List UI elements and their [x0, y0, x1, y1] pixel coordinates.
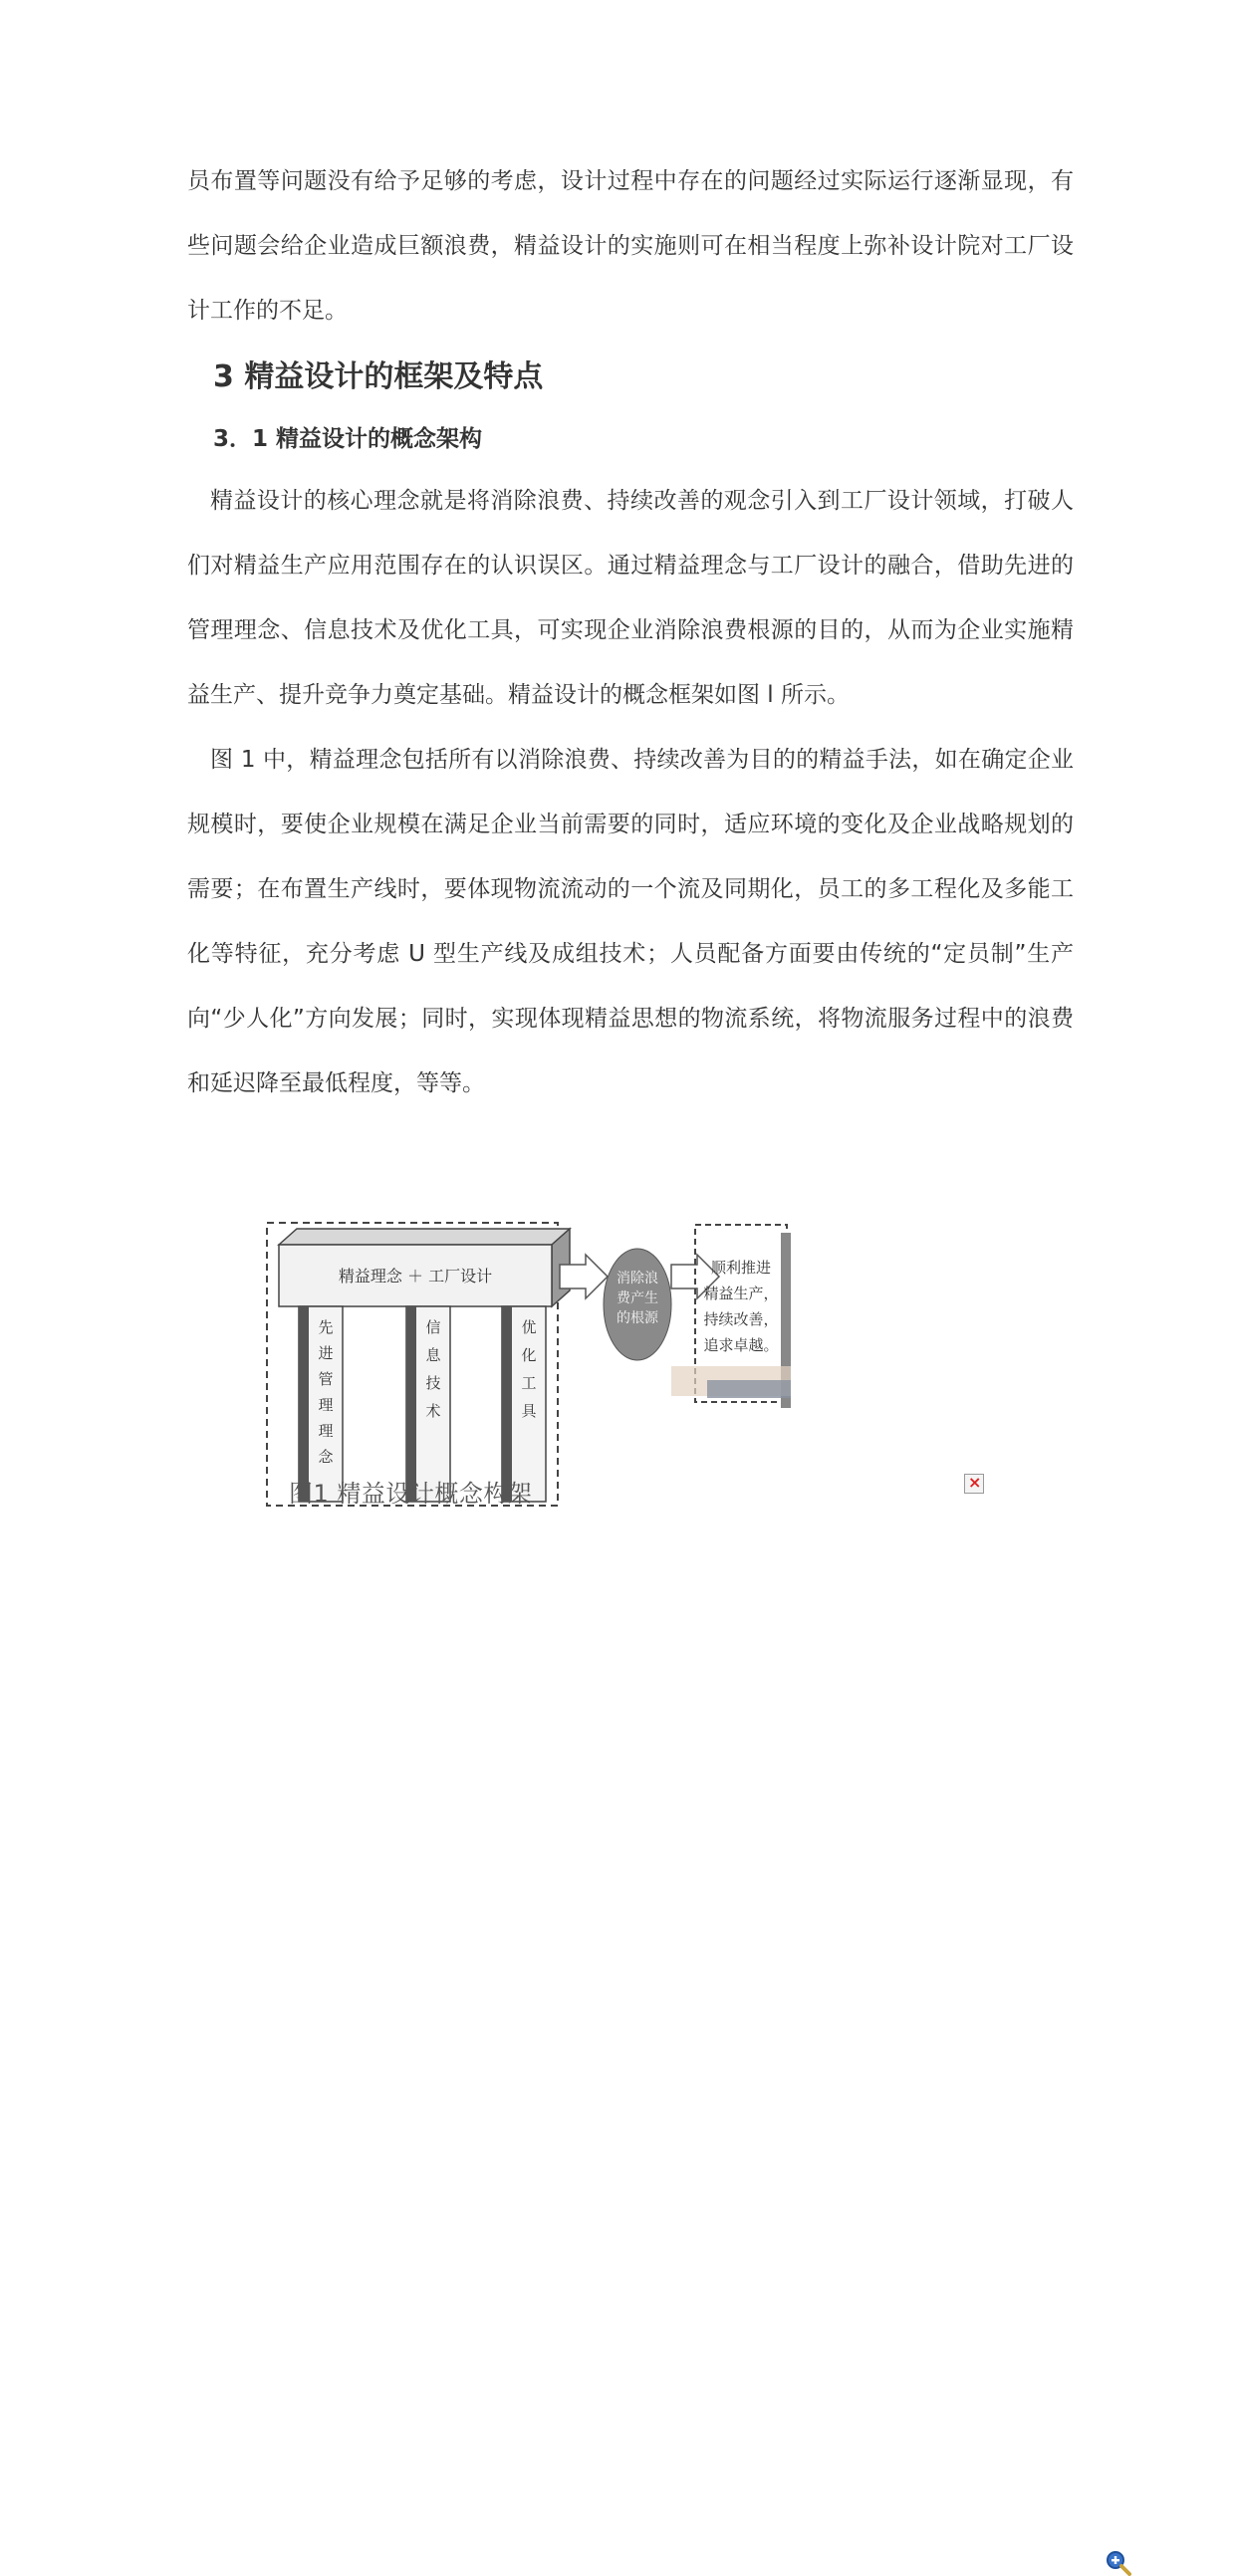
- ellipse-label: 消除浪费产生的根源: [617, 1271, 658, 1326]
- pillar-2-label: 信息技术: [425, 1318, 441, 1420]
- figure-caption: 图1 精益设计概念构架: [289, 1480, 533, 1508]
- beam-top: [279, 1229, 570, 1245]
- pillar-2: [406, 1306, 450, 1502]
- article-body: [187, 149, 1074, 1116]
- broken-image-icon[interactable]: ×: [964, 1474, 984, 1494]
- pillar-3: [502, 1306, 546, 1502]
- section-heading: 3 精益设计的框架及特点: [213, 359, 544, 394]
- paragraph-1: 精益设计的核心理念就是将消除浪费、持续改善的观念引入到工厂设计领域，打破人们对精益生产应用范围存在的认识误区。通过精益理念与工厂设计的融合，借助先进的管理理念、信息技术及优化工具，可实现企业消除浪费根源的目的，从而为企业实施精益生产、提升竞争力奠定基础。精益设计的概念框架如图 l 所示。: [187, 488, 1074, 708]
- paragraph-2: 图 1 中，精益理念包括所有以消除浪费、持续改善为目的的精益手法，如在确定企业规模时，要使企业规模在满足企业当前需要的同时，适应环境的变化及企业战略规划的需要；在布置生产线时，要体现物流流动的一个流及同期化，员工的多工程化及多能工化等特征，充分考虑 U 型生产线及成组技术；人员配备方面要由传统的“定员制”生产向“少人化”方向发展；同时，实现体现精益思想的物流系统，将物流服务过程中的浪费和延迟降至最低程度，等等。: [187, 747, 1074, 1096]
- result-label: 顺利推进精益生产，持续改善，追求卓越。: [703, 1259, 779, 1354]
- beam-label: 精益理念 ＋ 工厂设计: [338, 1267, 493, 1286]
- zoom-in-icon[interactable]: [1106, 2550, 1131, 2576]
- subsection-heading: 3．1 精益设计的概念架构: [213, 426, 483, 452]
- pillar-3-label: 优化工具: [521, 1318, 537, 1420]
- paragraph-top: 员布置等问题没有给予足够的考虑，设计过程中存在的问题经过实际运行逐渐显现，有些问题会给企业造成巨额浪费，精益设计的实施则可在相当程度上弥补设计院对工厂设计工作的不足。: [187, 168, 1074, 324]
- pillar-1-label: 先进管理理念: [318, 1318, 334, 1466]
- pillar-1: [299, 1306, 343, 1502]
